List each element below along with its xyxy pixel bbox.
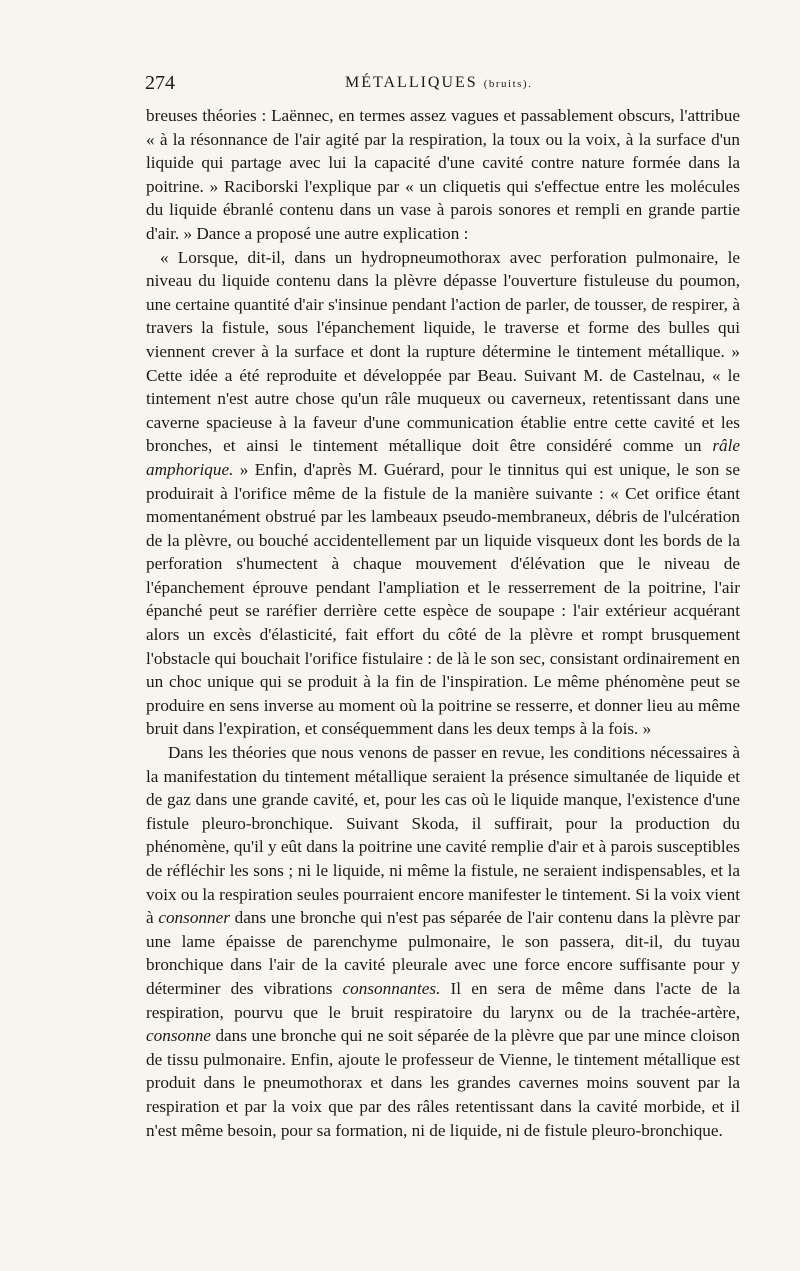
text-segment: breuses théories : Laënnec, en termes assez vagues et passablement obscurs, l'attribue « à la résonnance de l'air agité par la respiration, la toux ou la voix, à la surface d'un liquide qui partage avec lui la capacité d'une cavité contre nature formée dans la poitrine. » Raciborski l'explique par « un cliquetis qui s'effectue entre les molécules du liquide ébranlé contenu dans un vase à parois sonores et rempli en grande partie d'air. » Dance a proposé une autre explication : xyxy=(146,106,740,243)
italic-term: râle amphorique. xyxy=(146,436,740,479)
page-number: 274 xyxy=(145,72,175,94)
text-segment: « Lorsque, dit-il, dans un hydropneumothorax avec perforation pulmonaire, le niveau du liquide contenu dans la plèvre dépasse l'ouverture fistuleuse du poumon, une certaine quantité d'air s'insinue pendant l'action de parler, de tousser, de respirer, à travers la fistule, sous l'épanchement liquide, le traverse et forme des bulles qui viennent crever à la surface et dont la rupture détermine le tintement métallique. » Cette idée a été reproduite et développée par Beau. Suivant M. de Castelnau, « le tintement n'est autre chose qu'un râle muqueux ou caverneux, retentissant dans une caverne spacieuse à la faveur d'une communication établie entre cette cavité et les bronches, et ainsi le tintement métallique doit être considéré comme un xyxy=(146,247,740,456)
text-segment: Dans les théories que nous venons de passer en revue, les conditions nécessaires à la manifestation du tintement métallique seraient la présence simultanée de liquide et de gaz dans une grande cavité, et, pour les cas où le liquide manque, l'existence d'une fistule pleuro-bronchique. Suivant Skoda, il suffirait, pour la production du phénomène, qu'il y eût dans la poitrine une cavité remplie d'air et à parois susceptibles de réfléchir les sons ; ni le liquide, ni même la fistule, ne seraient indispensables, et la voix ou la respiration seules pourraient encore manifester le tintement. Si la voix vient à xyxy=(146,743,740,928)
running-head-main: MÉTALLIQUES xyxy=(345,74,478,91)
italic-term: consonne xyxy=(146,1026,211,1046)
paragraph-3 xyxy=(146,741,740,1142)
italic-term: consonner xyxy=(158,908,230,928)
running-head-sub: (bruits). xyxy=(483,78,533,90)
text-segment: dans une bronche qui ne soit séparée de la plèvre que par une mince cloison de tissu pulmonaire. Enfin, ajoute le professeur de Vienne, le tintement métallique est produit dans le pneumothorax et dans les grandes cavernes moins souvent par la respiration et par la voix que par des râles retentissant dans la cavité morbide, et il n'est même besoin, pour sa formation, ni de liquide, ni de fistule pleuro-bronchique. xyxy=(146,1026,740,1140)
body-text xyxy=(146,104,740,1142)
page-header xyxy=(145,72,740,100)
text-segment: » Enfin, d'après M. Guérard, pour le tinnitus qui est unique, le son se produirait à l'orifice même de la fistule de la manière suivante : « Cet orifice étant momentanément obstrué par les lambeaux pseudo-membraneux, débris de l'ulcération de la plèvre, ou bouché accidentellement par un liquide visqueux dont les bords de la perforation s'humectent à chaque mouvement d'élévation que le niveau de l'épanchement éprouve pendant l'ampliation et le resserrement de la poitrine, l'air épanché peut se raréfier derrière cette espèce de soupape : l'air extérieur acquérant alors un excès d'élasticité, fait effort du côté de la plèvre et rompt brusquement l'obstacle qui bouchait l'orifice fistulaire : de là le son sec, consistant ordinairement en un choc unique qui se produit à la fin de l'inspiration. Le même phénomène peut se produire en sens inverse au moment où la poitrine se resserre, et donner lieu au même bruit dans l'expiration, et conséquemment dans les deux temps à la fois. » xyxy=(146,459,740,739)
text-segment: dans une bronche qui n'est pas séparée de l'air contenu dans la plèvre par une lame épaisse de parenchyme pulmonaire, le son passera, dit-il, du tuyau bronchique dans l'air de la cavité pleurale avec une force encore suffisante pour y déterminer des vibrations xyxy=(146,908,740,998)
paragraph-1 xyxy=(146,104,740,246)
running-head xyxy=(345,74,532,92)
text-segment: Il en sera de même dans l'acte de la respiration, pourvu que le bruit respiratoire du larynx ou de la trachée-artère, xyxy=(146,978,740,1022)
paragraph-2 xyxy=(146,246,740,741)
italic-term: consonnantes. xyxy=(342,978,441,998)
